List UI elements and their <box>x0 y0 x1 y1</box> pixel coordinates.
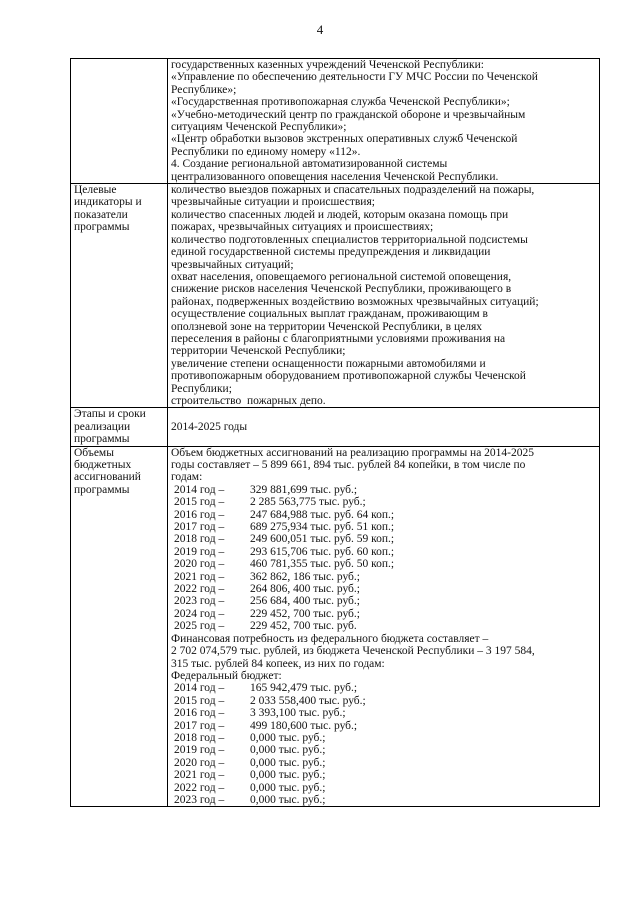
list-item <box>171 682 369 694</box>
text-line: осуществление социальных выплат гражданам, проживающим в <box>171 308 488 321</box>
text-line: Республики по единому номеру «112». <box>171 145 361 158</box>
list-item <box>171 533 397 545</box>
list-item <box>171 757 369 769</box>
federal-budget-list <box>171 682 369 806</box>
text-line: «Центр обработки вызовов экстренных оперативных служб Чеченской <box>171 133 518 146</box>
table-row <box>71 184 600 408</box>
text-line: снижение рисков населения Чеченской Республики, проживающего в <box>171 283 512 296</box>
row-content <box>168 184 600 408</box>
list-item <box>171 794 369 806</box>
row-label <box>71 59 168 184</box>
text-line: количество выездов пожарных и спасательных подразделений на пожары, <box>171 184 535 197</box>
year-label: 2022 год – <box>174 583 225 596</box>
text-line: 2 702 074,579 тыс. рублей, из бюджета Чеченской Республики – 3 197 584, <box>171 645 535 658</box>
text-line: Республике»; <box>171 83 237 96</box>
year-amount: 329 881,699 тыс. руб.; <box>250 483 358 496</box>
year-amount: 0,000 тыс. руб.; <box>250 731 326 744</box>
table-row <box>71 446 600 807</box>
text-line: охват населения, оповещаемого региональной системой оповещения, <box>171 270 512 283</box>
text-line: 4. Создание региональной автоматизированной системы <box>171 158 448 171</box>
year-label: 2019 год – <box>174 744 225 757</box>
list-item <box>171 782 369 794</box>
year-amount: 229 452, 700 тыс. руб.; <box>250 607 360 620</box>
table-row <box>71 408 600 446</box>
year-label: 2017 год – <box>174 521 225 534</box>
text-line: «Учебно-методический центр по гражданской обороне и чрезвычайным <box>171 108 526 121</box>
page-number: 4 <box>316 22 324 37</box>
year-amount: 460 781,355 тыс. руб. 50 коп.; <box>250 558 395 571</box>
row-content <box>168 408 600 446</box>
year-amount: 3 393,100 тыс. руб.; <box>250 707 346 720</box>
year-amount: 689 275,934 тыс. руб. 51 коп.; <box>250 521 395 534</box>
text-line: 315 тыс. рублей 84 копеек, из них по годам: <box>171 657 385 670</box>
annual-budget-list <box>171 484 397 633</box>
list-item <box>171 484 397 496</box>
text-line: оползневой зоне на территории Чеченской Республики, в целях <box>171 320 483 333</box>
year-label: 2019 год – <box>174 545 225 558</box>
year-label: 2020 год – <box>174 756 225 769</box>
text-line: годы составляет – 5 899 661, 894 тыс. рублей 84 копейки, в том числе по <box>171 459 526 471</box>
list-item <box>171 769 369 781</box>
list-item <box>171 558 397 570</box>
year-amount: 0,000 тыс. руб.; <box>250 769 326 782</box>
text-line: увеличение степени оснащенности пожарными автомобилями и <box>171 357 486 370</box>
year-label: 2015 год – <box>174 694 225 707</box>
year-label: 2021 год – <box>174 769 225 782</box>
year-amount: 165 942,479 тыс. руб.; <box>250 682 358 695</box>
year-amount: 264 806, 400 тыс. руб.; <box>250 583 360 596</box>
year-label: 2014 год – <box>174 682 225 695</box>
year-amount: 249 600,051 тыс. руб. 59 коп.; <box>250 533 395 546</box>
year-label: 2023 год – <box>174 595 225 608</box>
year-label: 2018 год – <box>174 533 225 546</box>
list-item <box>171 583 397 595</box>
text-line: Федеральный бюджет: <box>171 669 282 682</box>
row-content <box>168 59 600 184</box>
text-line: единой государственной системы предупреждения и ликвидации <box>171 246 491 259</box>
year-label: 2025 год – <box>174 620 225 633</box>
year-amount: 0,000 тыс. руб.; <box>250 793 326 806</box>
list-item <box>171 695 369 707</box>
text-line: «Государственная противопожарная служба Чеченской Республики»; <box>171 96 510 109</box>
year-amount: 247 684,988 тыс. руб. 64 коп.; <box>250 508 395 521</box>
list-item <box>171 571 397 583</box>
list-item <box>171 744 369 756</box>
year-label: 2014 год – <box>174 483 225 496</box>
text-line: районах, подверженных воздействию возможных чрезвычайных ситуаций; <box>171 295 539 308</box>
list-item <box>171 707 369 719</box>
text-line: ситуациям Чеченской Республики»; <box>171 121 347 134</box>
text-line: количество подготовленных специалистов территориальной подсистемы <box>171 233 528 246</box>
text-line: территории Чеченской Республики; <box>171 345 346 358</box>
year-label: 2018 год – <box>174 731 225 744</box>
list-item <box>171 595 397 607</box>
year-amount: 362 862, 186 тыс. руб.; <box>250 570 360 583</box>
row-label-stages: Этапы и сроки реализации программы <box>71 408 168 446</box>
year-label: 2022 год – <box>174 781 225 794</box>
year-label: 2020 год – <box>174 558 225 571</box>
year-amount: 0,000 тыс. руб.; <box>250 756 326 769</box>
list-item <box>171 546 397 558</box>
row-label-indicators: Целевые индикаторы и показатели программы <box>71 184 168 408</box>
text-line: централизованного оповещения населения Чеченской Республики. <box>171 170 499 183</box>
list-item <box>171 620 397 632</box>
row-content <box>168 446 600 807</box>
text-line: строительство пожарных депо. <box>171 394 326 407</box>
year-label: 2016 год – <box>174 508 225 521</box>
year-amount: 0,000 тыс. руб.; <box>250 781 326 794</box>
year-label: 2017 год – <box>174 719 225 732</box>
text-line: 2014-2025 годы <box>171 420 248 433</box>
year-label: 2023 год – <box>174 793 225 806</box>
text-line: годам: <box>171 471 203 484</box>
list-item <box>171 608 397 620</box>
text-line: Объем бюджетных ассигнований на реализацию программы на 2014-2025 <box>171 446 535 459</box>
row-label-budget: Объемы бюджетных ассигнований программы <box>71 446 168 807</box>
text-line: чрезвычайные ситуации и происшествия; <box>171 196 375 209</box>
text-line: переселения в районы с благоприятными условиями проживания на <box>171 332 506 345</box>
text-line: государственных казенных учреждений Чеченской Республики: <box>171 59 484 71</box>
year-amount: 293 615,706 тыс. руб. 60 коп.; <box>250 545 395 558</box>
year-amount: 2 285 563,775 тыс. руб.; <box>250 496 366 509</box>
list-item <box>171 720 369 732</box>
text-line: Республики; <box>171 382 232 395</box>
year-label: 2015 год – <box>174 496 225 509</box>
list-item <box>171 496 397 508</box>
year-label: 2016 год – <box>174 707 225 720</box>
year-amount: 499 180,600 тыс. руб.; <box>250 719 358 732</box>
text-line: «Управление по обеспечению деятельности ГУ МЧС России по Чеченской <box>171 71 538 84</box>
year-amount: 0,000 тыс. руб.; <box>250 744 326 757</box>
table-row <box>71 59 600 184</box>
list-item <box>171 521 397 533</box>
text-line: противопожарным оборудованием противопожарной службы Чеченской <box>171 370 526 383</box>
year-amount: 229 452, 700 тыс. руб. <box>250 620 357 633</box>
year-label: 2024 год – <box>174 607 225 620</box>
year-amount: 256 684, 400 тыс. руб.; <box>250 595 360 608</box>
year-amount: 2 033 558,400 тыс. руб.; <box>250 694 366 707</box>
list-item <box>171 732 369 744</box>
text-line: Финансовая потребность из федерального бюджета составляет – <box>171 632 489 645</box>
program-passport-table <box>70 58 600 807</box>
text-line: чрезвычайных ситуаций; <box>171 258 294 271</box>
text-line: количество спасенных людей и людей, которым оказана помощь при <box>171 208 509 221</box>
list-item <box>171 509 397 521</box>
text-line: пожарах, чрезвычайных ситуациях и происшествиях; <box>171 221 434 234</box>
year-label: 2021 год – <box>174 570 225 583</box>
